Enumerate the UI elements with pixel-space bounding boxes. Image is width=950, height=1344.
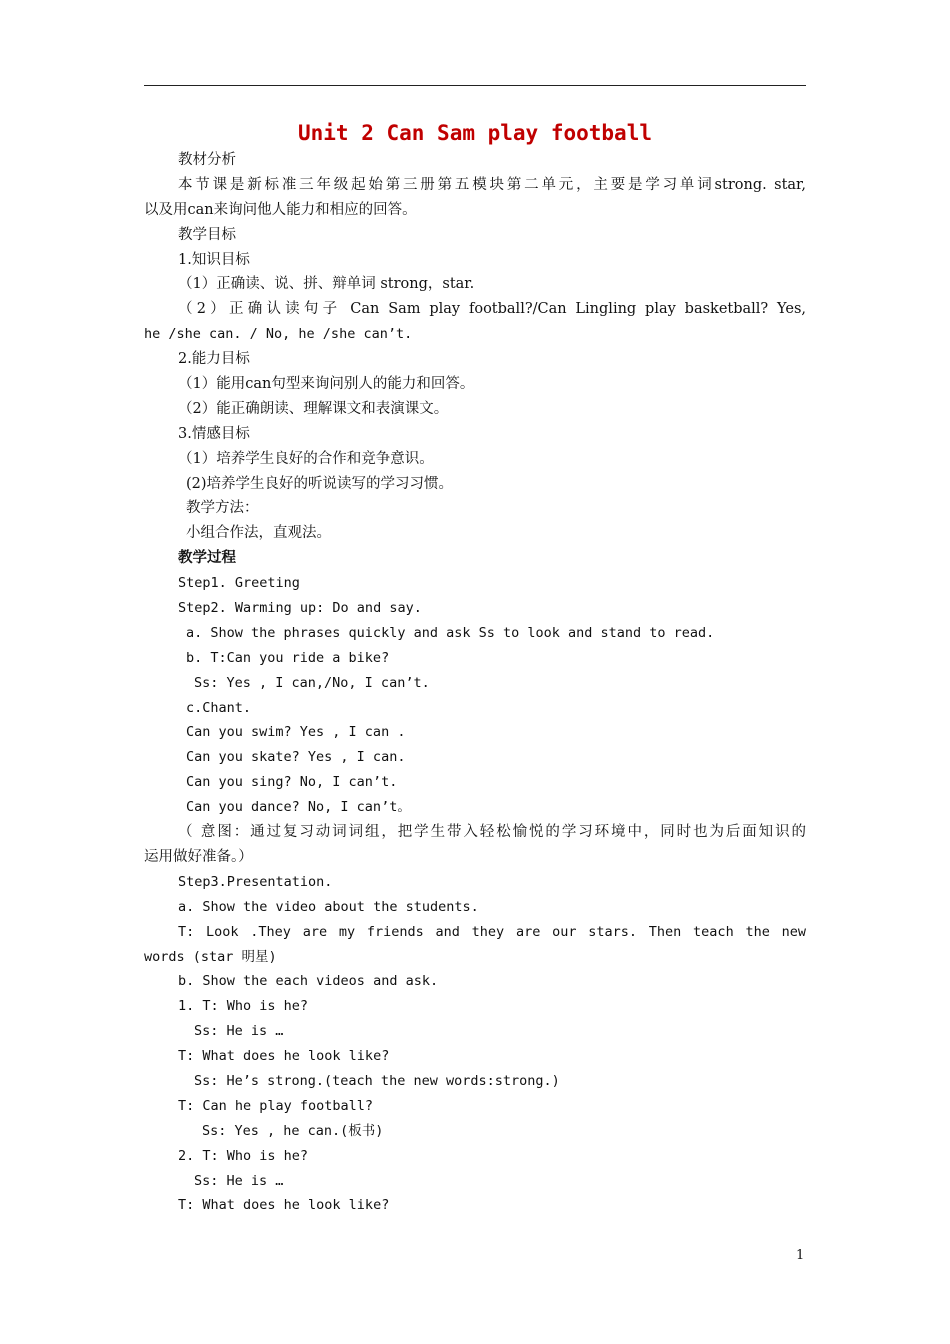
text-line: words (star 明星): [144, 948, 277, 965]
text-line: he /she can. / No, he /she can’t.: [144, 326, 413, 343]
text-line: 教学过程: [178, 549, 236, 567]
text-line: 以及用can来询问他人能力和相应的回答。: [144, 201, 417, 218]
text-line: Ss: He is …: [194, 1023, 284, 1040]
text-line: T: What does he look like?: [178, 1197, 390, 1214]
text-line: 小组合作法，直观法。: [186, 525, 331, 542]
text-line: 1.知识目标: [178, 251, 250, 268]
text-line: T: Look .They are my friends and they are our stars. Then teach the new: [178, 923, 806, 940]
text-line: （1）正确读、说、拼、辩单词 strong，star.: [178, 276, 475, 293]
text-line: Step1. Greeting: [178, 575, 300, 592]
text-line: T: Can he play football?: [178, 1097, 374, 1114]
text-line: Can you swim? Yes , I can .: [186, 724, 406, 741]
text-line: （2）正确认读句子 Can Sam play football?/Can Lingling play basketball? Yes,: [178, 301, 806, 318]
text-line: 教学方法：: [186, 500, 259, 517]
text-line: Can you dance? No, I can’t。: [186, 799, 411, 816]
text-line: Ss: He is …: [194, 1172, 284, 1189]
text-line: b. Show the each videos and ask.: [178, 973, 439, 990]
text-line: 1. T: Who is he?: [178, 998, 309, 1015]
text-line: （1）培养学生良好的合作和竞争意识。: [178, 450, 434, 467]
text-line: Ss: Yes , I can,/No, I can’t.: [194, 674, 430, 691]
text-line: Ss: Yes , he can.(板书): [202, 1122, 384, 1139]
text-line: （2）能正确朗读、理解课文和表演课文。: [178, 400, 449, 417]
text-line: 2. T: Who is he?: [178, 1147, 309, 1164]
text-line: T: What does he look like?: [178, 1048, 390, 1065]
text-line: (2)培养学生良好的听说读写的学习习惯。: [186, 475, 454, 492]
text-line: 运用做好准备。）: [144, 848, 253, 865]
text-line: a. Show the phrases quickly and ask Ss to look and stand to read.: [186, 624, 715, 641]
text-line: 3.情感目标: [178, 425, 250, 442]
text-line: 教材分析: [178, 152, 236, 168]
text-line: Step3.Presentation.: [178, 873, 333, 890]
page-number: 1: [796, 1248, 805, 1263]
document-title: Unit 2 Can Sam play football: [297, 121, 652, 145]
text-line: （1）能用can句型来询问别人的能力和回答。: [178, 376, 475, 393]
header-rule: [144, 85, 806, 86]
text-line: 本节课是新标准三年级起始第三册第五模块第二单元，主要是学习单词strong. star,: [178, 176, 806, 193]
text-line: 教学目标: [178, 226, 236, 243]
document-body: [144, 148, 806, 1218]
text-line: b. T:Can you ride a bike?: [186, 649, 390, 666]
text-line: Can you skate? Yes , I can.: [186, 749, 406, 766]
text-line: （ 意图：通过复习动词词组，把学生带入轻松愉悦的学习环境中，同时也为后面知识的: [178, 824, 806, 841]
text-line: Can you sing? No, I can’t.: [186, 774, 398, 791]
text-line: c.Chant.: [186, 699, 252, 716]
text-line: Ss: He’s strong.(teach the new words:strong.): [194, 1072, 560, 1089]
text-line: a. Show the video about the students.: [178, 898, 479, 915]
text-line: Step2. Warming up: Do and say.: [178, 600, 422, 617]
text-line: 2.能力目标: [178, 351, 250, 368]
